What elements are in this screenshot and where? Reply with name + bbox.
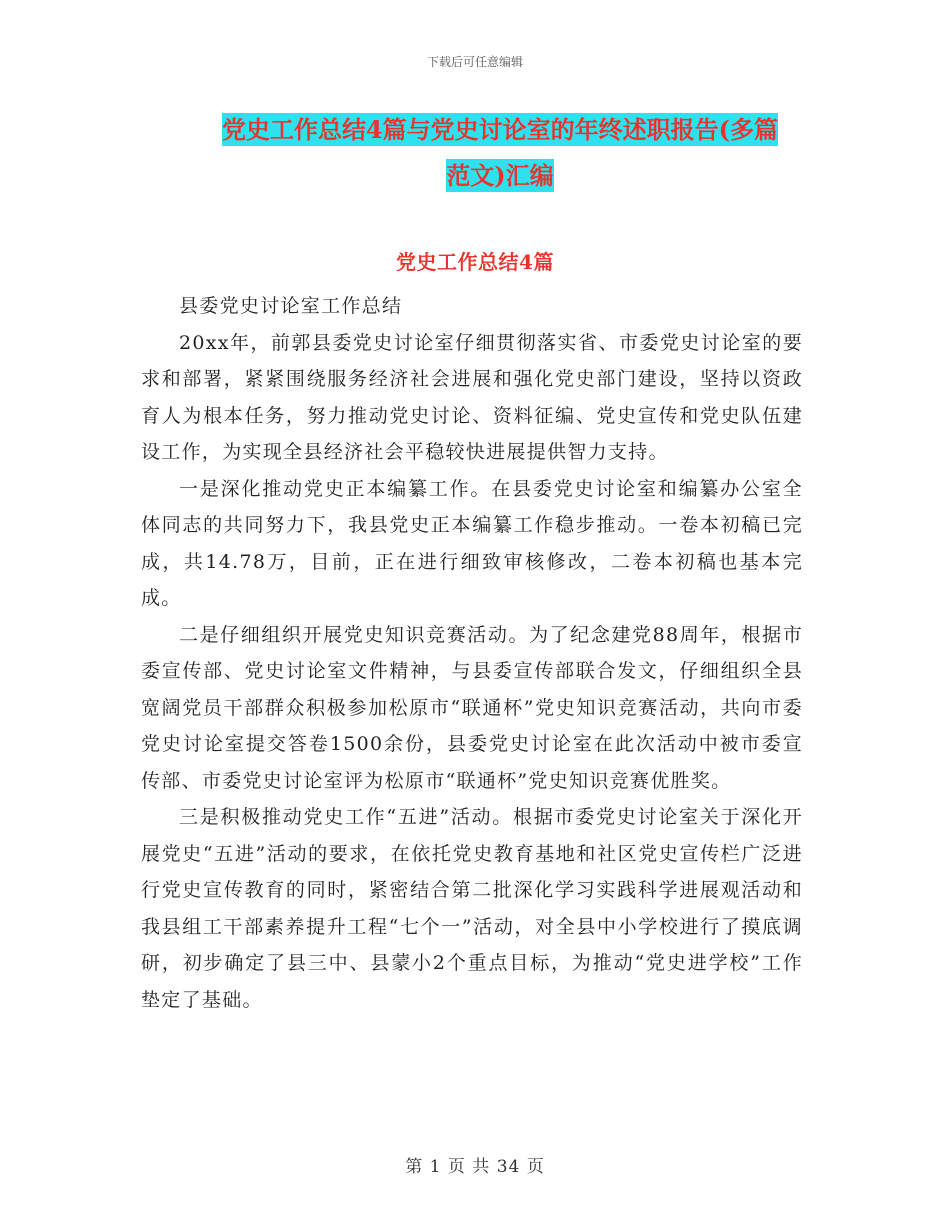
paragraph: 一是深化推动党史正本编纂工作。在县委党史讨论室和编纂办公室全体同志的共同努力下，我县党史正本编纂工作稳步推动。一卷本初稿已完成，共14.78万，目前，正在进行细致审核修改，二卷本初稿也基本完成。 [141,477,803,609]
header-note: 下载后可任意编辑 [426,55,523,69]
paragraph: 20xx年，前郭县委党史讨论室仔细贯彻落实省、市委党史讨论室的要求和部署，紧紧围绕服务经济社会进展和强化党史部门建设，坚持以资政育人为根本任务，努力推动党史讨论、资料征编、党史宣传和党史队伍建设工作，为实现全县经济社会平稳较快进展提供智力支持。 [141,331,803,463]
paragraph: 三是积极推动党史工作“五进”活动。根据市委党史讨论室关于深化开展党史“五进”活动的要求，在依托党史教育基地和社区党史宣传栏广泛进行党史宣传教育的同时，紧密结合第二批深化学习实践科学进展观活动和我县组工干部素养提升工程“七个一”活动，对全县中小学校进行了摸底调研，初步确定了县三中、县蒙小2个重点目标，为推动“党史进学校”工作垫定了基础。 [141,806,803,1011]
section-title: 党史工作总结4篇 [396,250,554,274]
page-number-footer: 第 1 页 共 34 页 [405,1157,545,1177]
document-title [140,107,860,199]
paragraph-subtitle: 县委党史讨论室工作总结 [179,295,403,317]
document-body [141,288,803,1018]
document-title-line-2: 范文)汇编 [446,161,554,190]
document-title-line-1: 党史工作总结4篇与党史讨论室的年终述职报告(多篇 [221,115,779,144]
paragraph: 二是仔细组织开展党史知识竞赛活动。为了纪念建党88周年，根据市委宣传部、党史讨论室文件精神，与县委宣传部联合发文，仔细组织全县宽阔党员干部群众积极参加松原市“联通杯”党史知识竞赛活动，共向市委党史讨论室提交答卷1500余份，县委党史讨论室在此次活动中被市委宣传部、市委党史讨论室评为松原市“联通杯”党史知识竞赛优胜奖。 [141,623,803,792]
